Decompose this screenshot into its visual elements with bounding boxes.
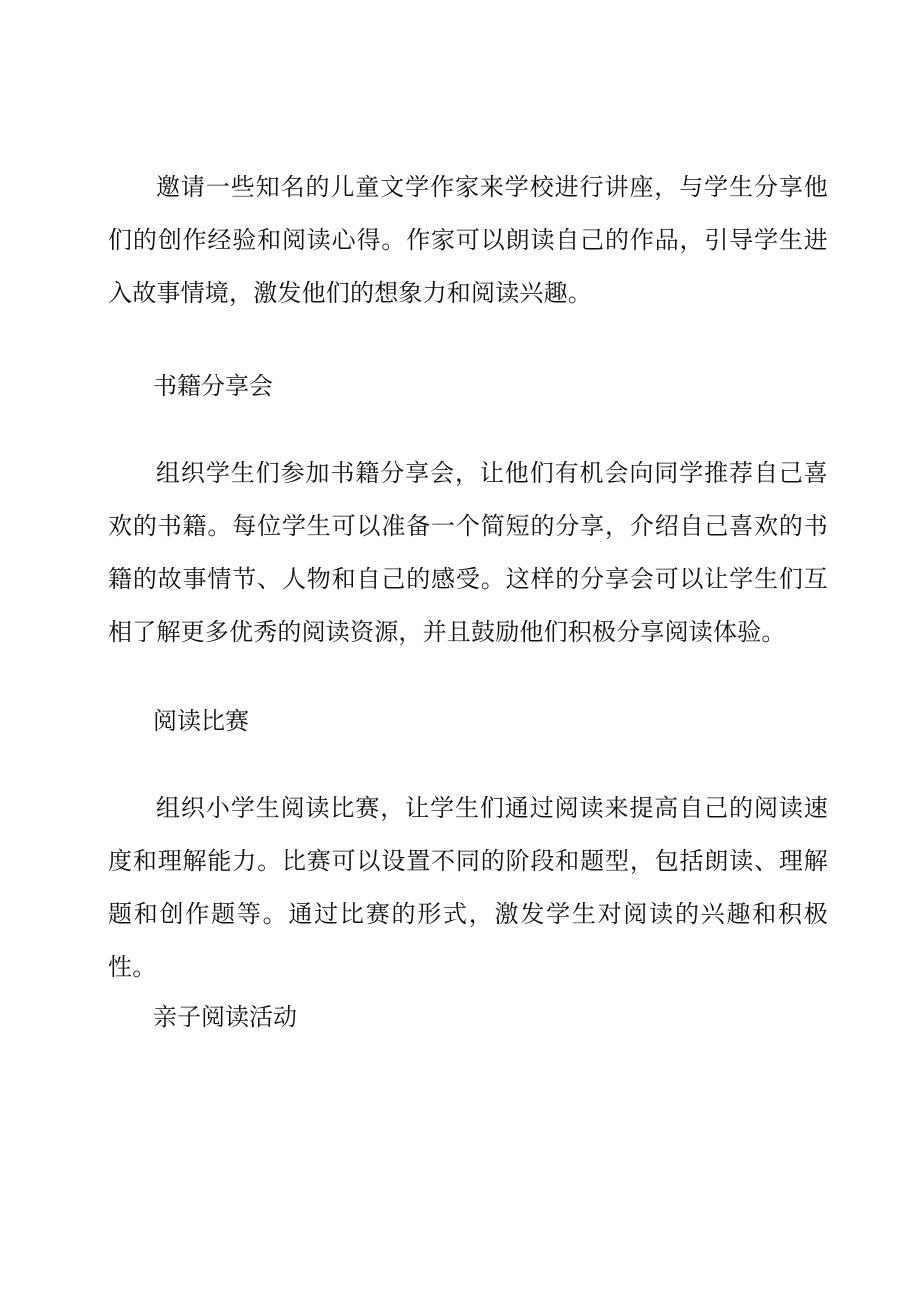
paragraph-author-lecture: 邀请一些知名的儿童文学作家来学校进行讲座，与学生分享他们的创作经验和阅读心得。作家可以朗读自己的作品，引导学生进入故事情境，激发他们的想象力和阅读兴趣。 [108,173,828,307]
paragraph-reading-contest: 组织小学生阅读比赛，让学生们通过阅读来提高自己的阅读速度和理解能力。比赛可以设置不同的阶段和题型，包括朗读、理解题和创作题等。通过比赛的形式，激发学生对阅读的兴趣和积极性。 [108,794,828,981]
section-heading-parent-child-reading: 亲子阅读活动 [153,1003,297,1031]
section-heading-reading-contest: 阅读比赛 [153,707,249,735]
section-heading-book-sharing: 书籍分享会 [153,372,273,400]
paragraph-book-sharing: 组织学生们参加书籍分享会，让他们有机会向同学推荐自己喜欢的书籍。每位学生可以准备一个简短的分享，介绍自己喜欢的书籍的故事情节、人物和自己的感受。这样的分享会可以让学生们互相了解更多优秀的阅读资源，并且鼓励他们积极分享阅读体验。 [108,459,828,646]
